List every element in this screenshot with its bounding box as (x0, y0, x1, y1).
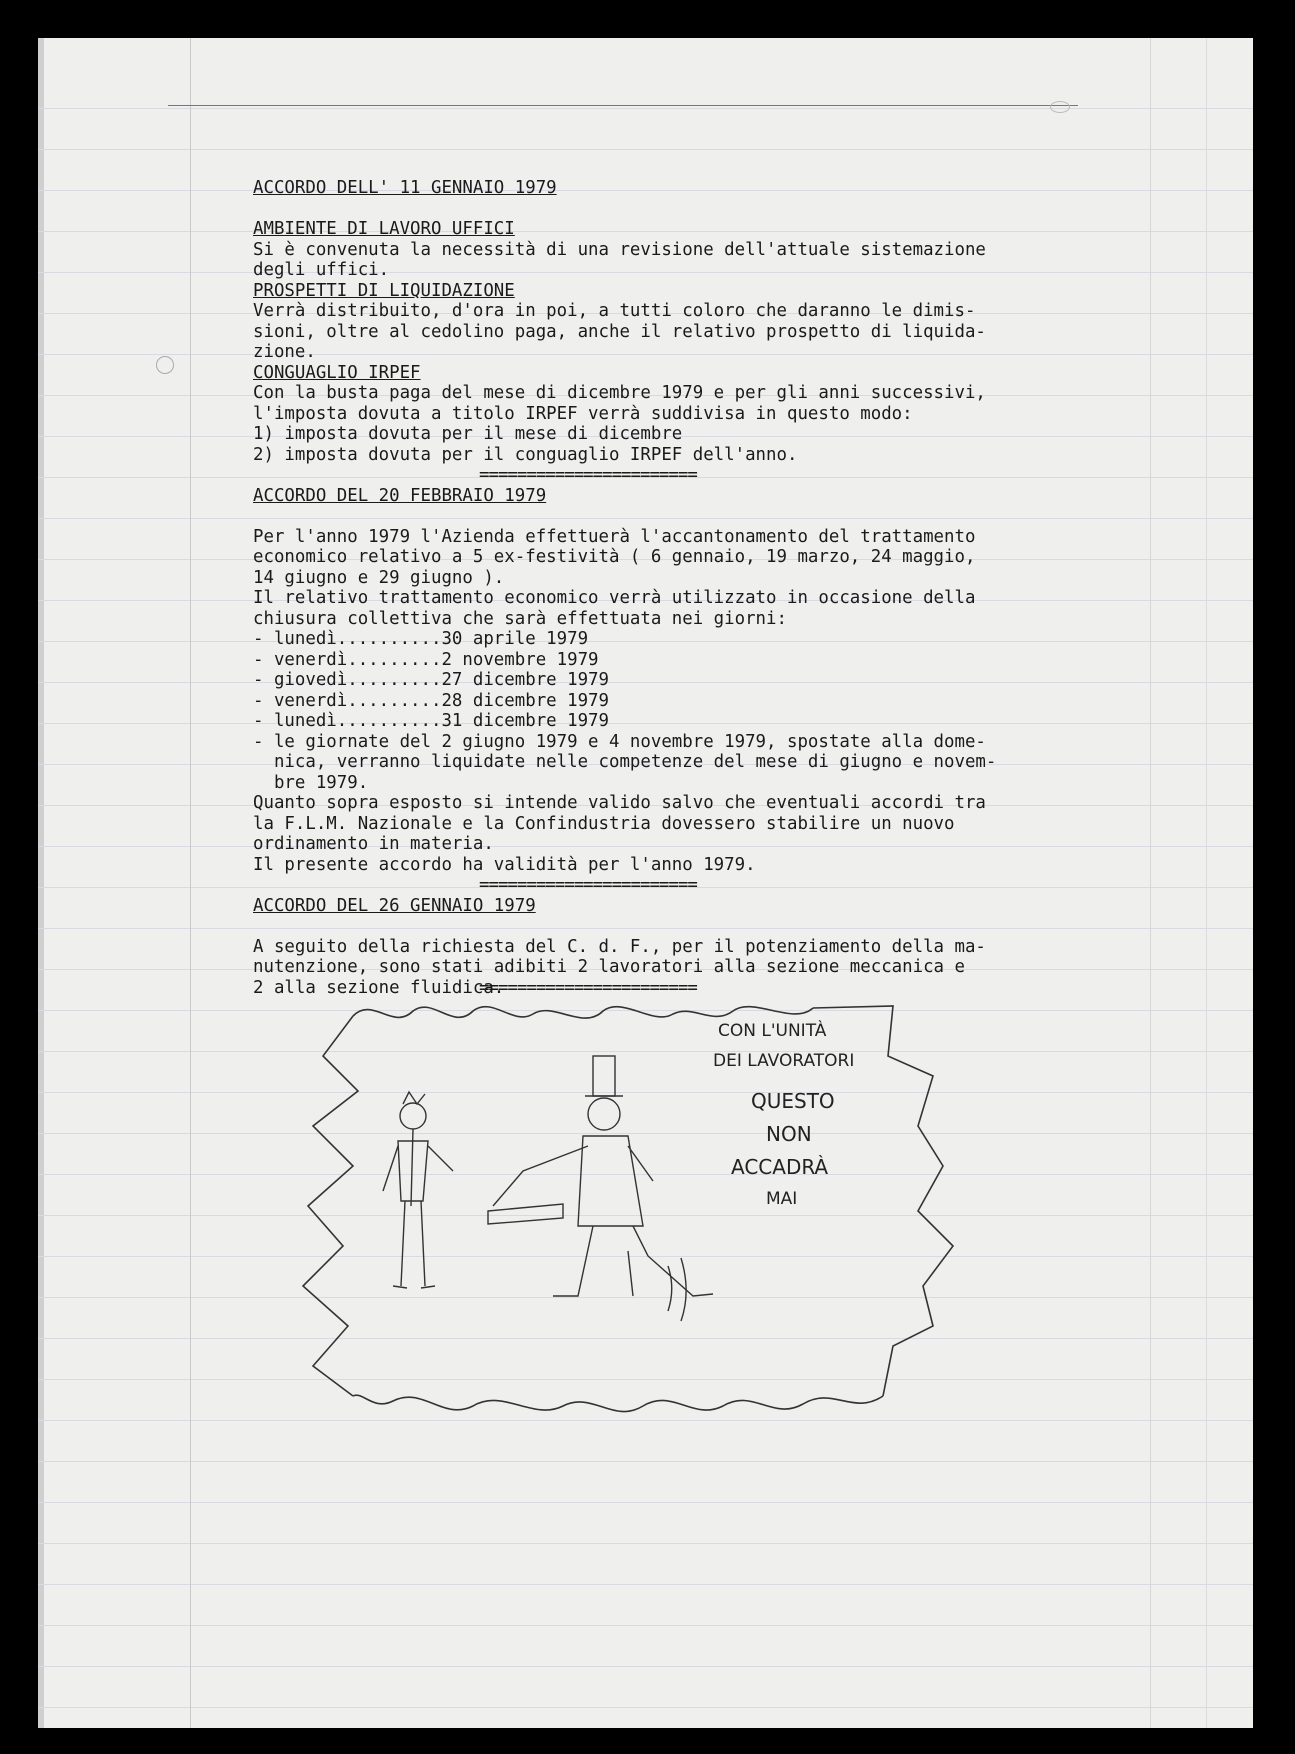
ruled-line (38, 1461, 1253, 1462)
text-line: - venerdì.........28 dicembre 1979 (253, 690, 609, 711)
caption-line: QUESTO (751, 1089, 835, 1113)
binder-hole-icon (156, 356, 174, 374)
ruled-line (38, 1543, 1253, 1544)
margin-line-outer (1206, 38, 1207, 1728)
text-line: zione. (253, 342, 316, 362)
ruled-line (38, 1625, 1253, 1626)
cloud-border (303, 1006, 953, 1412)
text-line: nutenzione, sono stati adibiti 2 lavoratori alla sezione meccanica e (253, 957, 965, 977)
text-line: sioni, oltre al cedolino paga, anche il relativo prospetto di liquida- (253, 321, 986, 342)
text-line: ordinamento in materia. (253, 834, 494, 854)
text-line: - lunedì..........30 aprile 1979 (253, 629, 589, 649)
ruled-line (38, 1502, 1253, 1503)
text-line: Per l'anno 1979 l'Azienda effettuerà l'accantonamento del trattamento (253, 526, 976, 547)
text-line: degli uffici. (253, 260, 390, 280)
text-line: Con la busta paga del mese di dicembre 1979 e per gli anni successivi, (253, 383, 986, 403)
text-line: economico relativo a 5 ex-festività ( 6 gennaio, 19 marzo, 24 maggio, (253, 547, 976, 567)
margin-line-right (1150, 38, 1151, 1728)
ruled-line (38, 1666, 1253, 1667)
document-page (38, 38, 1253, 1728)
caption-line: ACCADRÀ (731, 1155, 829, 1179)
margin-line-left (190, 38, 191, 1728)
text-line: bre 1979. (253, 772, 369, 793)
text-line: - lunedì..........31 dicembre 1979 (253, 711, 609, 731)
text-line: Si è convenuta la necessità di una revisione dell'attuale sistemazione (253, 239, 986, 260)
ruled-line (38, 108, 1253, 109)
figure-worker (383, 1092, 453, 1288)
text-line: Il relativo trattamento economico verrà utilizzato in occasione della (253, 588, 976, 608)
separator: ======================= (479, 977, 697, 998)
subsection-title: PROSPETTI DI LIQUIDAZIONE (253, 280, 515, 301)
figure-boss (488, 1056, 713, 1321)
punch-mark-icon (1050, 101, 1070, 113)
document-text (253, 178, 1033, 998)
text-line: Il presente accordo ha validità per l'anno 1979. (253, 854, 756, 875)
subsection-title: CONGUAGLIO IRPEF (253, 362, 421, 383)
ruled-line (38, 1584, 1253, 1585)
top-rule (168, 105, 1078, 106)
section-heading: ACCORDO DELL' 11 GENNAIO 1979 (253, 178, 557, 198)
text-line: A seguito della richiesta del C. d. F., per il potenziamento della ma- (253, 936, 986, 957)
text-line: - le giornate del 2 giugno 1979 e 4 novembre 1979, spostate alla dome- (253, 731, 986, 752)
text-line: nica, verranno liquidate nelle competenze del mese di giugno e novem- (253, 752, 997, 772)
text-line: l'imposta dovuta a titolo IRPEF verrà suddivisa in questo modo: (253, 403, 913, 424)
text-line: 1) imposta dovuta per il mese di dicembre (253, 424, 683, 444)
section-heading: ACCORDO DEL 26 GENNAIO 1979 (253, 895, 536, 916)
cartoon-caption (713, 1019, 854, 1209)
caption-line: MAI (766, 1189, 798, 1209)
section-heading: ACCORDO DEL 20 FEBBRAIO 1979 (253, 485, 547, 506)
text-line: la F.L.M. Nazionale e la Confindustria dovessero stabilire un nuovo (253, 813, 955, 834)
text-line: 2 alla sezione fluidica. (253, 977, 505, 998)
caption-line: NON (766, 1122, 812, 1146)
ruled-line (38, 149, 1253, 150)
text-line: 14 giugno e 29 giugno ). (253, 567, 505, 588)
caption-line: DEI LAVORATORI (713, 1051, 855, 1071)
text-line: chiusura collettiva che sarà effettuata nei giorni: (253, 608, 787, 629)
separator: ======================= (479, 465, 697, 485)
separator: ======================= (479, 875, 697, 895)
subsection-title: AMBIENTE DI LAVORO UFFICI (253, 219, 515, 239)
text-line: - giovedì.........27 dicembre 1979 (253, 670, 609, 690)
caption-line: CON L'UNITÀ (718, 1021, 827, 1041)
page-spine (38, 38, 44, 1728)
text-line: Quanto sopra esposto si intende valido salvo che eventuali accordi tra (253, 793, 986, 813)
text-line: 2) imposta dovuta per il conguaglio IRPEF dell'anno. (253, 444, 798, 465)
ruled-line (38, 1707, 1253, 1708)
text-line: - venerdì.........2 novembre 1979 (253, 649, 599, 670)
cartoon-illustration (293, 996, 1013, 1426)
text-line: Verrà distribuito, d'ora in poi, a tutti coloro che daranno le dimis- (253, 301, 976, 321)
